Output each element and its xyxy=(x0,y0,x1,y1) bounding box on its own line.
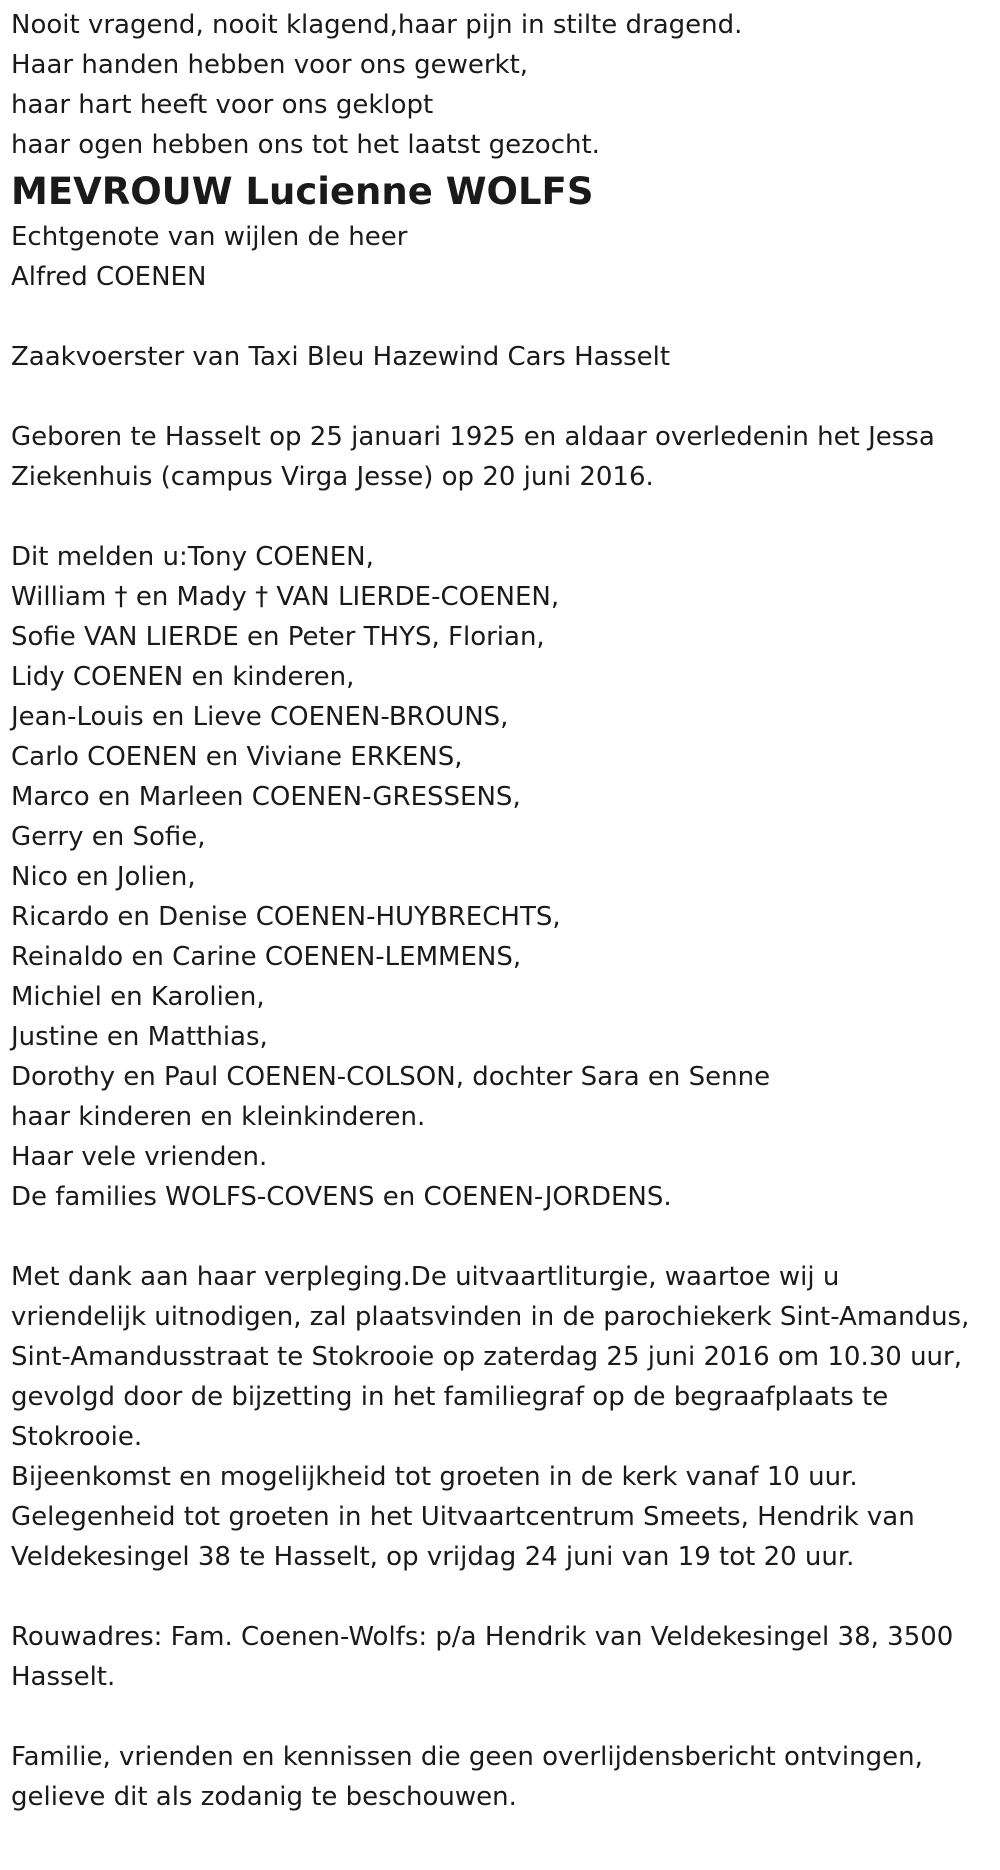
poem-line: haar ogen hebben ons tot het laatst gezocht. xyxy=(11,130,600,160)
paragraph-gap xyxy=(11,1577,1000,1617)
paragraph-gap xyxy=(11,377,1000,417)
announcer-line: Dit melden u:Tony COENEN, xyxy=(11,542,374,572)
paragraph-gap xyxy=(11,1217,1000,1257)
closing-line: Familie, vrienden en kennissen die geen overlijdensbericht ontvingen, xyxy=(11,1742,923,1772)
occupation-line: Zaakvoerster van Taxi Bleu Hazewind Cars Hasselt xyxy=(11,342,671,372)
poem-line: haar hart heeft voor ons geklopt xyxy=(11,90,434,120)
announcer-line: Jean-Louis en Lieve COENEN-BROUNS, xyxy=(11,702,509,732)
poem-line: Nooit vragend, nooit klagend,haar pijn in stilte dragend. xyxy=(11,10,743,40)
announcer-line: Marco en Marleen COENEN-GRESSENS, xyxy=(11,782,521,812)
ceremony-line: vriendelijk uitnodigen, zal plaatsvinden in de parochiekerk Sint-Amandus, xyxy=(11,1302,970,1332)
announcer-line: Lidy COENEN en kinderen, xyxy=(11,662,355,692)
announcer-line: haar kinderen en kleinkinderen. xyxy=(11,1102,426,1132)
address-line: Hasselt. xyxy=(11,1662,116,1692)
announcer-line: Haar vele vrienden. xyxy=(11,1142,268,1172)
poem-line: Haar handen hebben voor ons gewerkt, xyxy=(11,50,529,80)
birth-death-section xyxy=(11,417,1000,497)
ceremony-line: Gelegenheid tot groeten in het Uitvaartcentrum Smeets, Hendrik van xyxy=(11,1502,915,1532)
spouse-line: Alfred COENEN xyxy=(11,262,207,292)
ceremony-line: Sint-Amandusstraat te Stokrooie op zaterdag 25 juni 2016 om 10.30 uur, xyxy=(11,1342,962,1372)
spouse-line: Echtgenote van wijlen de heer xyxy=(11,222,408,252)
birth-death-line: Ziekenhuis (campus Virga Jesse) op 20 juni 2016. xyxy=(11,462,654,492)
announcer-line: William † en Mady † VAN LIERDE-COENEN, xyxy=(11,582,560,612)
ceremony-line: Met dank aan haar verpleging.De uitvaartliturgie, waartoe wij u xyxy=(11,1262,840,1292)
announcer-line: Nico en Jolien, xyxy=(11,862,196,892)
ceremony-line: Bijeenkomst en mogelijkheid tot groeten in de kerk vanaf 10 uur. xyxy=(11,1462,858,1492)
ceremony-line: Stokrooie. xyxy=(11,1422,143,1452)
ceremony-section xyxy=(11,1257,1000,1577)
paragraph-gap xyxy=(11,297,1000,337)
announcer-line: Michiel en Karolien, xyxy=(11,982,265,1012)
deceased-name-title: MEVROUW Lucienne WOLFS xyxy=(11,170,594,213)
birth-death-line: Geboren te Hasselt op 25 januari 1925 en aldaar overledenin het Jessa xyxy=(11,422,935,452)
announcers-section xyxy=(11,537,1000,1217)
ceremony-line: gevolgd door de bijzetting in het familiegraf op de begraafplaats te xyxy=(11,1382,889,1412)
poem-section xyxy=(11,0,1000,165)
announcer-line: Carlo COENEN en Viviane ERKENS, xyxy=(11,742,463,772)
announcer-line: Reinaldo en Carine COENEN-LEMMENS, xyxy=(11,942,522,972)
address-section xyxy=(11,1617,1000,1697)
announcer-line: Gerry en Sofie, xyxy=(11,822,206,852)
announcer-line: Dorothy en Paul COENEN-COLSON, dochter Sara en Senne xyxy=(11,1062,771,1092)
closing-section xyxy=(11,1737,1000,1817)
announcer-line: Justine en Matthias, xyxy=(11,1022,268,1052)
closing-line: gelieve dit als zodanig te beschouwen. xyxy=(11,1782,517,1812)
paragraph-gap xyxy=(11,497,1000,537)
paragraph-gap xyxy=(11,1697,1000,1737)
announcer-line: Sofie VAN LIERDE en Peter THYS, Florian, xyxy=(11,622,545,652)
address-line: Rouwadres: Fam. Coenen-Wolfs: p/a Hendrik van Veldekesingel 38, 3500 xyxy=(11,1622,954,1652)
announcer-line: De families WOLFS-COVENS en COENEN-JORDENS. xyxy=(11,1182,672,1212)
announcer-line: Ricardo en Denise COENEN-HUYBRECHTS, xyxy=(11,902,561,932)
spouse-section xyxy=(11,217,1000,297)
ceremony-line: Veldekesingel 38 te Hasselt, op vrijdag 24 juni van 19 tot 20 uur. xyxy=(11,1542,855,1572)
